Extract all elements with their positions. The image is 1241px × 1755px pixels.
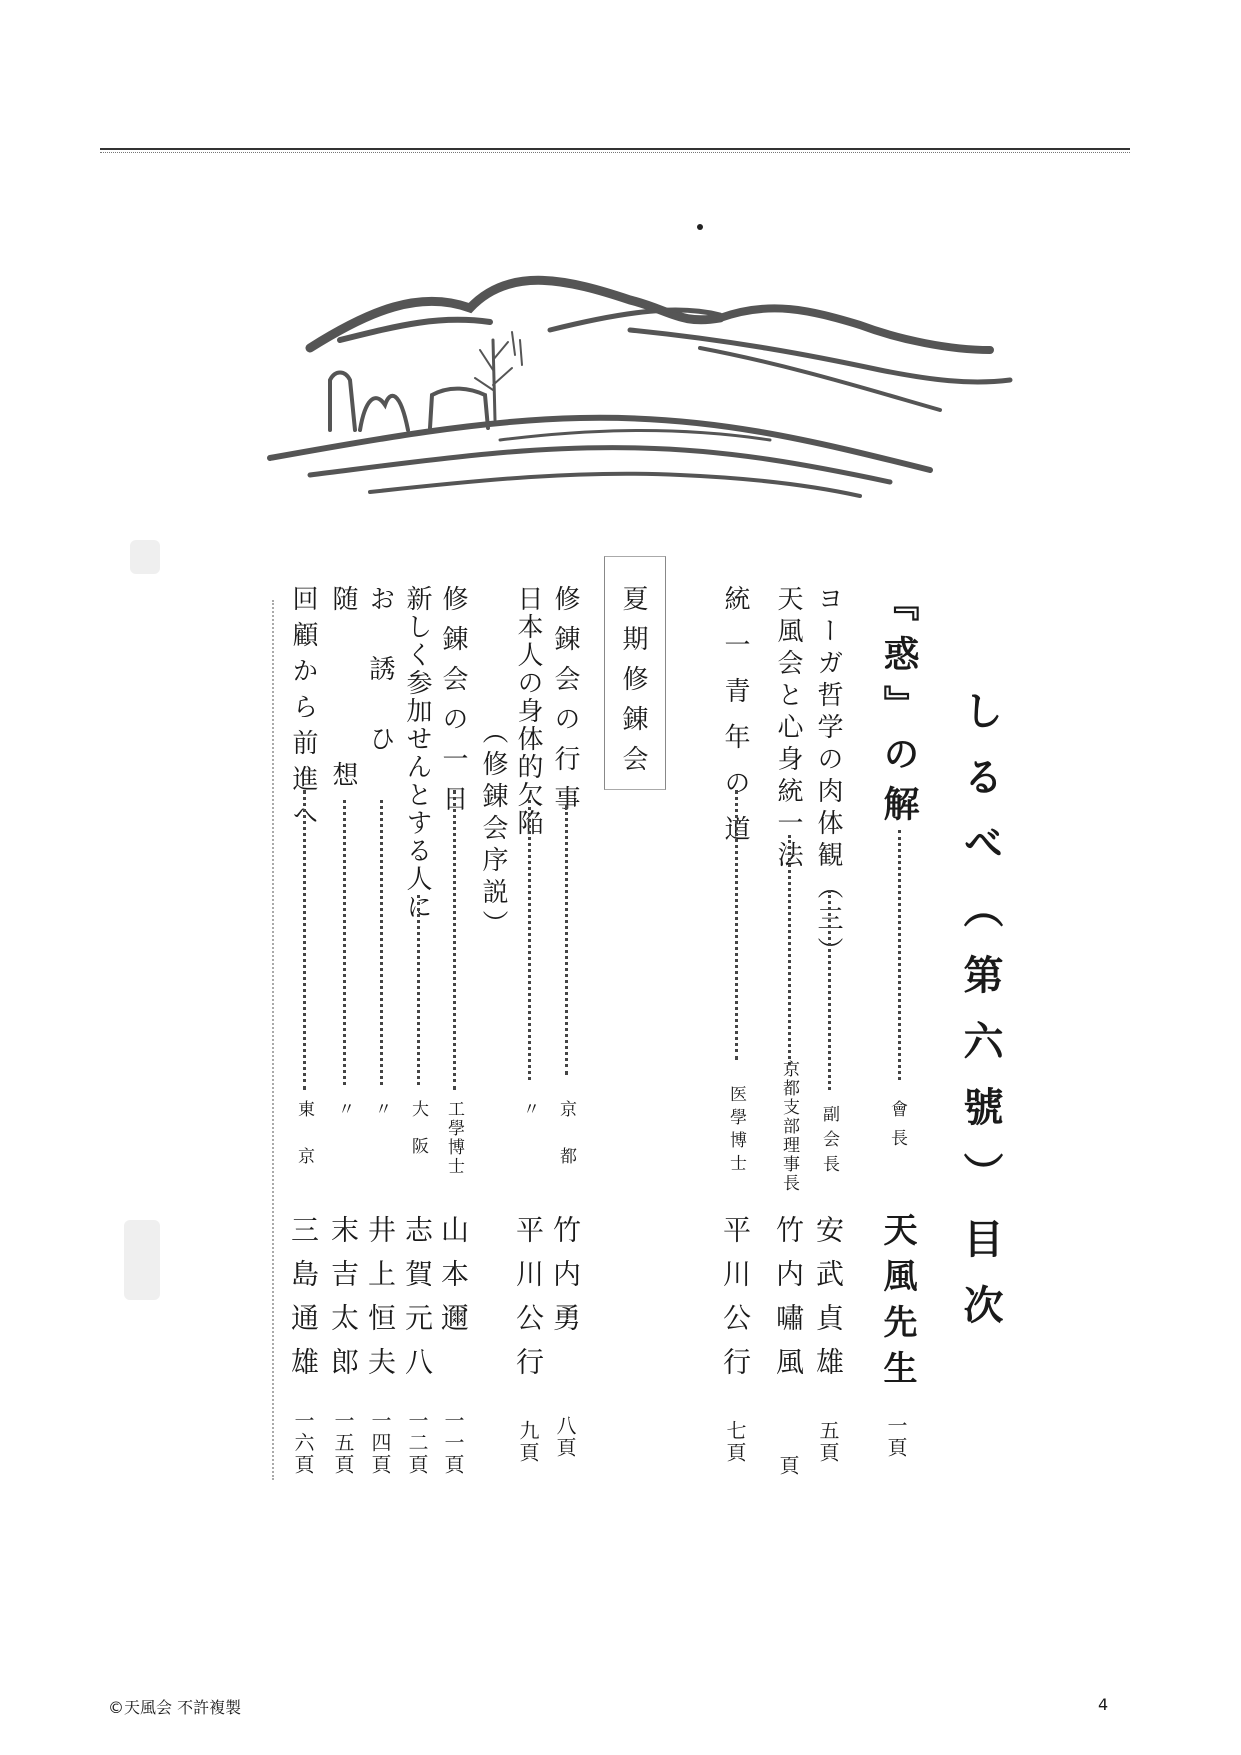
entry-title: 『惑』の解 [878, 585, 919, 835]
entry-affiliation: 副会長 [819, 1105, 839, 1180]
entry-affiliation: 〃 [334, 1100, 354, 1119]
entry-title: 修錬会の行事 [550, 585, 580, 825]
entry-page: 一頁 [884, 1415, 908, 1459]
entry-title: 回顧から前進へ [288, 585, 318, 837]
entry-title: 新しく参加せんとする人に [402, 585, 432, 921]
landscape-illustration [250, 270, 1030, 510]
entry-author: 志賀元八 [401, 1215, 434, 1391]
entry-author: 平川公行 [512, 1215, 545, 1391]
entry-author: 山本邇 [437, 1215, 470, 1347]
entry-page: 七頁 [723, 1420, 747, 1464]
dot-leader [343, 800, 346, 1085]
faint-stamp [124, 1220, 160, 1300]
dot-leader [828, 890, 831, 1090]
entry-title: お誘ひ [365, 585, 395, 795]
entry-title: ヨーガ哲学の肉体観（三） [813, 585, 843, 969]
dot-leader [898, 830, 901, 1080]
entry-page: 一二頁 [405, 1410, 429, 1476]
entry-page: 一五頁 [331, 1410, 355, 1476]
entry-page: 一一頁 [441, 1410, 465, 1476]
entry-title: 統一青年の道 [720, 585, 750, 861]
entry-affiliation: 京都 [556, 1100, 576, 1194]
left-wavy-border [272, 600, 280, 1480]
entry-affiliation: 〃 [519, 1100, 539, 1119]
entry-subtitle: （修錬会序説） [478, 718, 508, 942]
entry-author: 平川公行 [719, 1215, 752, 1391]
entry-title: 修錬会の一日 [438, 585, 468, 825]
ink-dot [697, 224, 703, 230]
entry-title: 日本人の身体的欠陥 [513, 585, 543, 837]
dot-leader [453, 790, 456, 1090]
entry-author: 天風先生 [877, 1212, 917, 1396]
entry-title: 天風会と心身統一法 [773, 585, 803, 873]
entry-affiliation: 東京 [294, 1100, 314, 1194]
dot-leader [788, 835, 791, 1065]
entry-page: 八頁 [553, 1415, 577, 1459]
dot-leader [565, 805, 568, 1075]
entry-page: 一四頁 [368, 1410, 392, 1476]
top-rule-shadow [100, 152, 1130, 153]
top-rule [100, 148, 1130, 150]
entry-affiliation: 大阪 [408, 1100, 428, 1174]
entry-affiliation: 医學博士 [726, 1085, 746, 1177]
entry-author: 末吉太郎 [327, 1215, 360, 1391]
entry-page: 五頁 [816, 1420, 840, 1464]
dot-leader [417, 895, 420, 1085]
dot-leader [528, 800, 531, 1080]
entry-affiliation: 〃 [371, 1100, 391, 1119]
entry-author: 竹内勇 [549, 1215, 582, 1347]
section-label: 夏期修錬会 [618, 585, 648, 785]
dot-leader [735, 790, 738, 1060]
dot-leader [380, 800, 383, 1085]
entry-author: 安武貞雄 [812, 1215, 845, 1391]
entry-page: 頁 [776, 1455, 800, 1477]
copyright-notice: ©天風会 不許複製 [108, 1698, 242, 1717]
entry-affiliation: 會長 [887, 1100, 907, 1158]
entry-page: 九頁 [516, 1420, 540, 1464]
entry-author: 三島通雄 [287, 1215, 320, 1391]
entry-affiliation: 工學博士 [444, 1100, 464, 1176]
dot-leader [303, 790, 306, 1090]
faint-stamp [130, 540, 160, 574]
toc-title: しるべ（第六號）目次 [957, 690, 1003, 1350]
page-number: 4 [1098, 1695, 1109, 1714]
entry-author: 竹内嘯風 [772, 1215, 805, 1391]
entry-affiliation: 京都支部理事長 [779, 1060, 799, 1193]
entry-title: 随想 [328, 585, 358, 937]
entry-author: 井上恒夫 [364, 1215, 397, 1391]
entry-page: 一六頁 [291, 1410, 315, 1476]
